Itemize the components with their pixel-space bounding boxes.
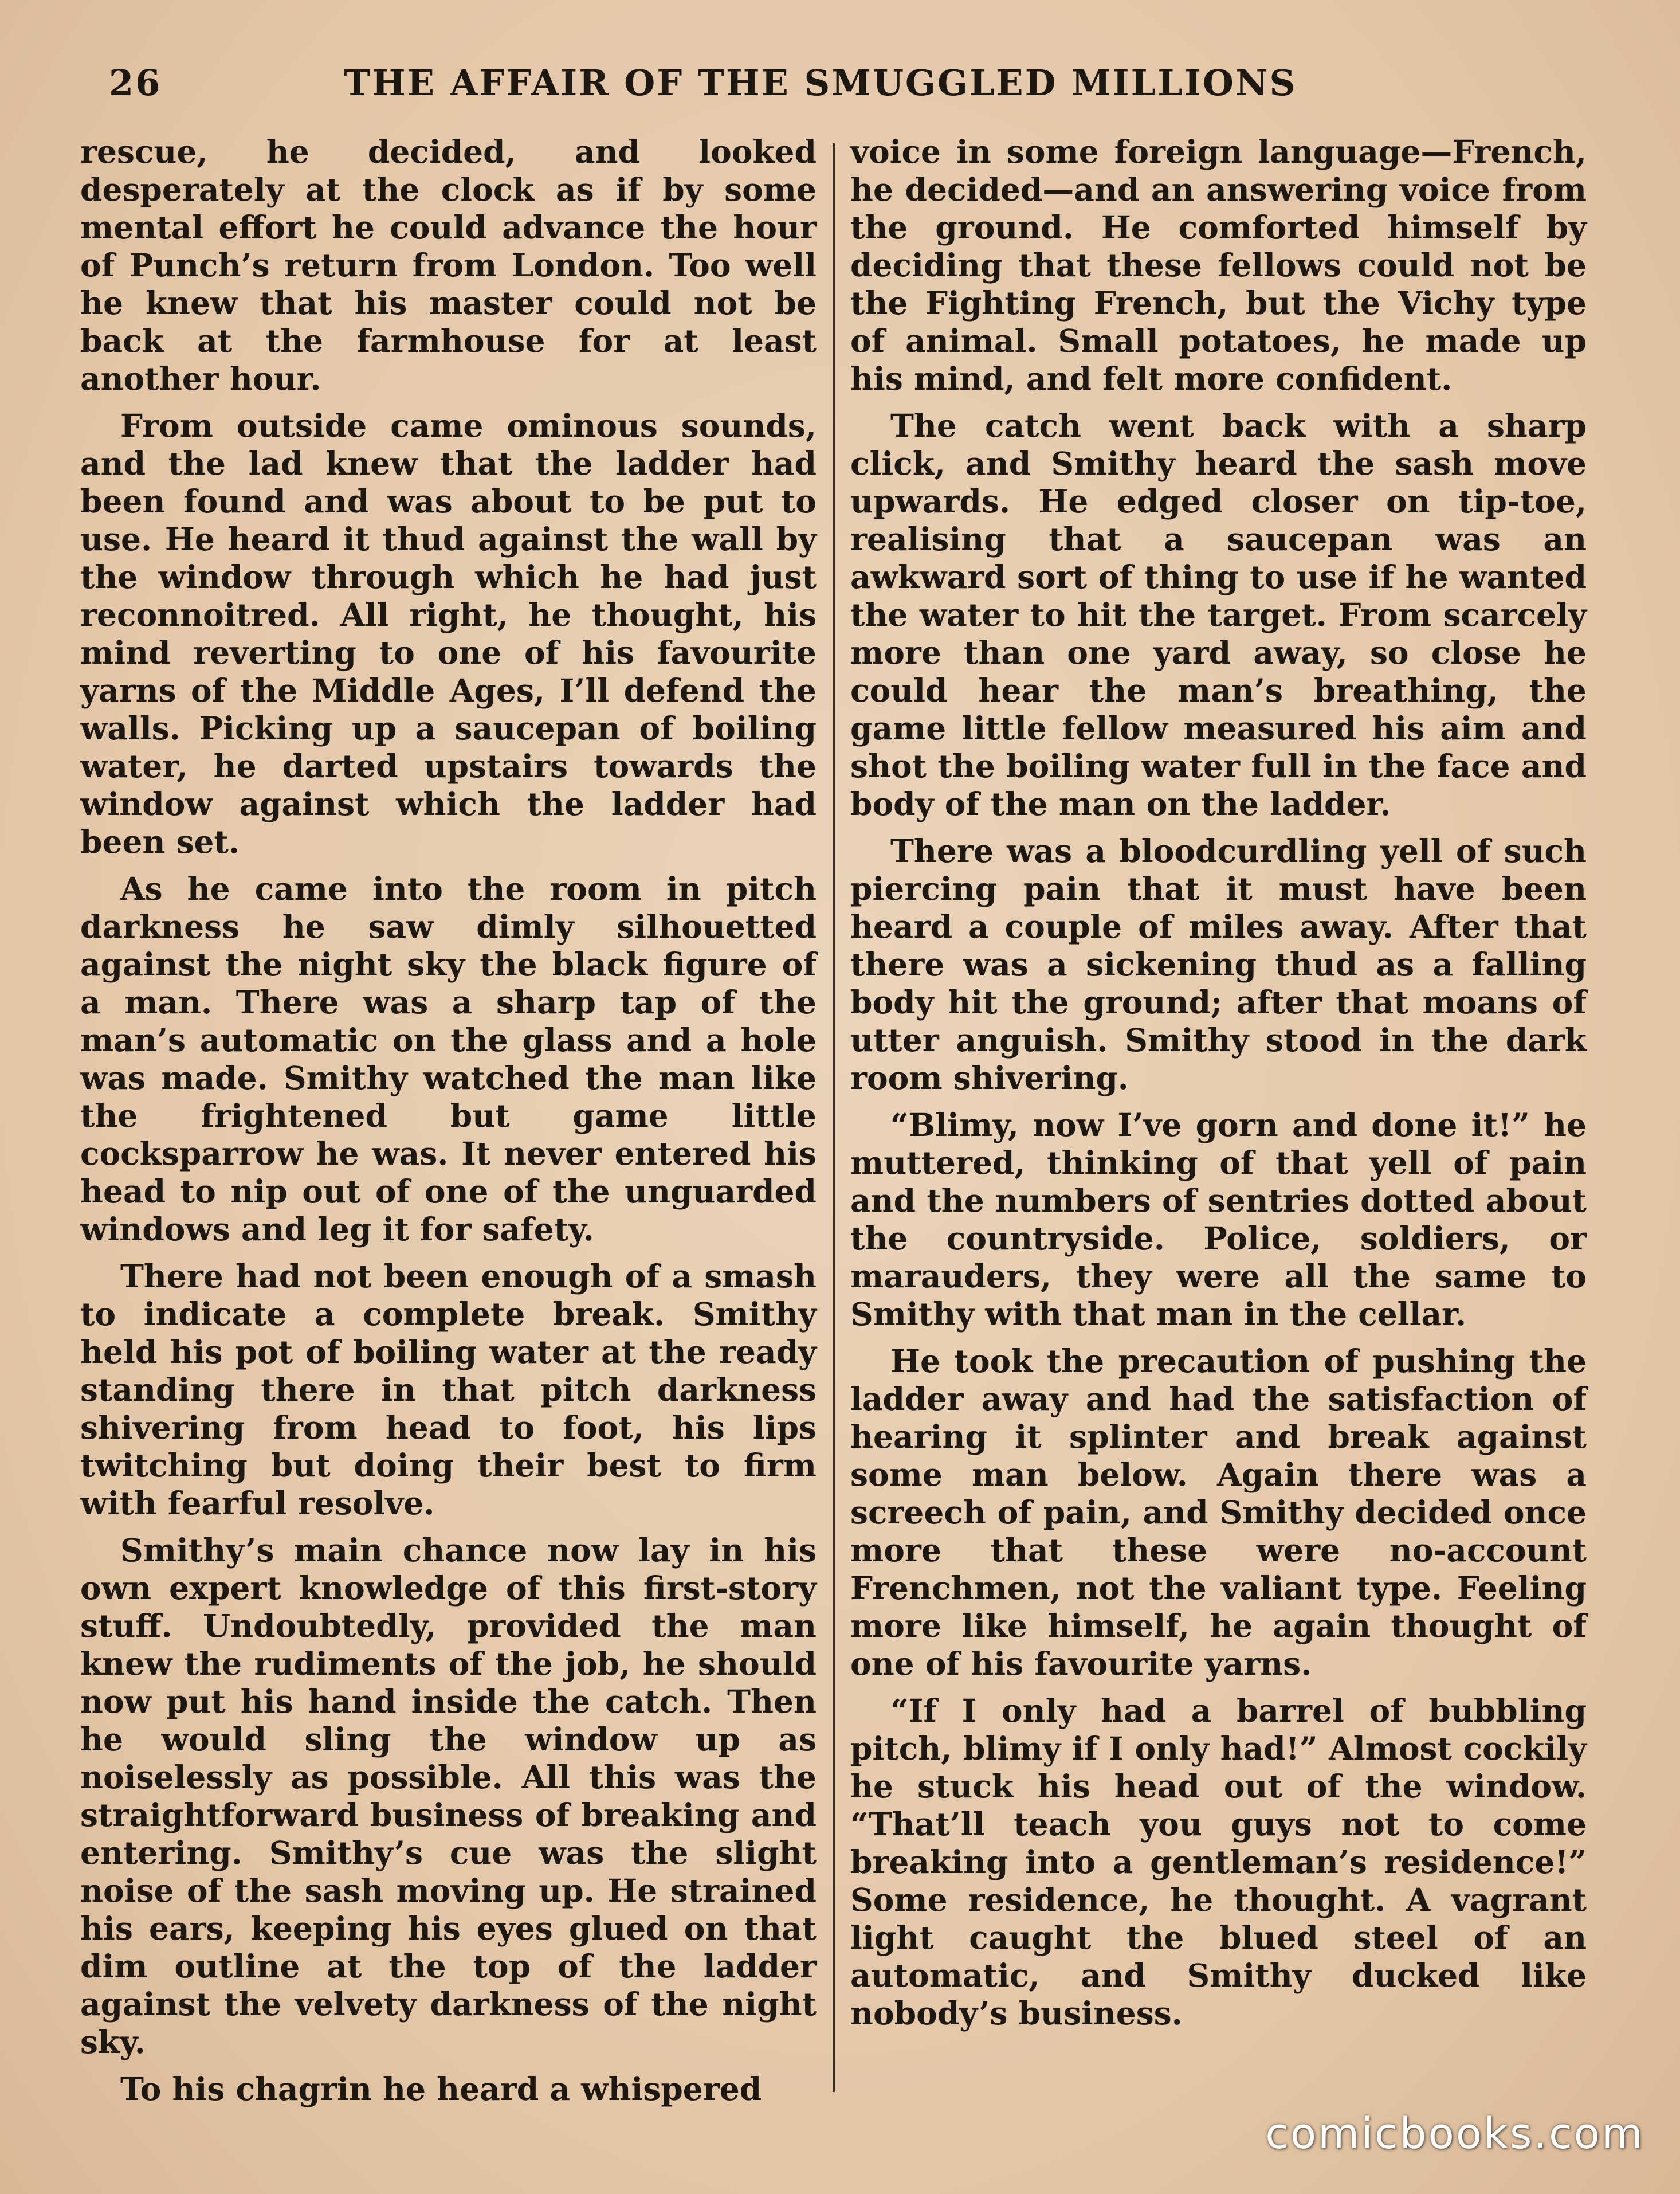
paragraph: There was a bloodcurdling yell of such piercing pain that it must have been heard a couple of miles away. After that there was a sickening thud as a falling body hit the ground; after that moans of utter anguish. Smithy stood in the dark room shivering. — [850, 832, 1587, 1096]
paragraph: From outside came ominous sounds, and the lad knew that the ladder had been found and was about to be put to use. He heard it thud against the wall by the window through which he had just reconnoitred. All right, he thought, his mind reverting to one of his favourite yarns of the Middle Ages, I’ll defend the walls. Picking up a saucepan of boiling water, he darted upstairs towards the window against which the ladder had been set. — [80, 407, 817, 860]
paragraph: voice in some foreign language—French, he decided—and an answering voice from the ground. He comforted himself by deciding that these fellows could not be the Fighting French, but the Vichy type of animal. Small potatoes, he made up his mind, and felt more confident. — [850, 133, 1587, 397]
paragraph: As he came into the room in pitch darkness he saw dimly silhouetted against the night sky the black figure of a man. There was a sharp tap of the man’s automatic on the glass and a hole was made. Smithy watched the man like the frightened but game little cocksparrow he was. It never entered his head to nip out of one of the unguarded windows and leg it for safety. — [80, 870, 817, 1248]
paragraph: The catch went back with a sharp click, and Smithy heard the sash move upwards. He edged closer on tip-toe, realising that a saucepan was an awkward sort of thing to use if he wanted the water to hit the target. From scarcely more than one yard away, so close he could hear the man’s breathing, the game little fellow measured his aim and shot the boiling water full in the face and body of the man on the ladder. — [850, 407, 1587, 822]
paragraph: “Blimy, now I’ve gorn and done it!” he muttered, thinking of that yell of pain and the numbers of sentries dotted about the countryside. Police, soldiers, or marauders, they were all the same to Smithy with that man in the cellar. — [850, 1106, 1587, 1333]
paragraph: “If I only had a barrel of bubbling pitch, blimy if I only had!” Almost cockily he stuck his head out of the window. “That’ll teach you guys not to come breaking into a gentleman’s residence!” Some residence, he thought. A vagrant light caught the blued steel of an automatic, and Smithy ducked like nobody’s business. — [850, 1692, 1587, 2032]
page-header — [109, 62, 1341, 108]
paragraph: To his chagrin he heard a whispered — [120, 2070, 762, 2107]
column-divider — [833, 143, 835, 2092]
paragraph: Smithy’s main chance now lay in his own expert knowledge of this first-story stuff. Undoubtedly, provided the man knew the rudiments of the job, he should now put his hand inside the catch. Then he would sling the window up as noiselessly as possible. All this was the straightforward business of breaking and entering. Smithy’s cue was the slight noise of the sash moving up. He strained his ears, keeping his eyes glued on that dim outline at the top of the ladder against the velvety darkness of the night sky. — [80, 1531, 817, 2060]
watermark-text: comicbooks.com — [1265, 2109, 1644, 2158]
paragraph: There had not been enough of a smash to indicate a complete break. Smithy held his pot of boiling water at the ready standing there in that pitch darkness shivering from head to foot, his lips twitching but doing their best to firm with fearful resolve. — [80, 1257, 817, 1522]
left-column — [80, 133, 817, 2117]
page-number: 26 — [109, 62, 162, 104]
running-title: THE AFFAIR OF THE SMUGGLED MILLIONS — [344, 62, 1297, 104]
paragraph: rescue, he decided, and looked desperately at the clock as if by some mental effort he could advance the hour of Punch’s return from London. Too well he knew that his master could not be back at the farmhouse for at least another hour. — [80, 133, 817, 397]
right-column — [850, 133, 1587, 2042]
paragraph: He took the precaution of pushing the ladder away and had the satisfaction of hearing it splinter and break against some man below. Again there was a screech of pain, and Smithy decided once more that these were no-account Frenchmen, not the valiant type. Feeling more like himself, he again thought of one of his favourite yarns. — [850, 1342, 1587, 1682]
